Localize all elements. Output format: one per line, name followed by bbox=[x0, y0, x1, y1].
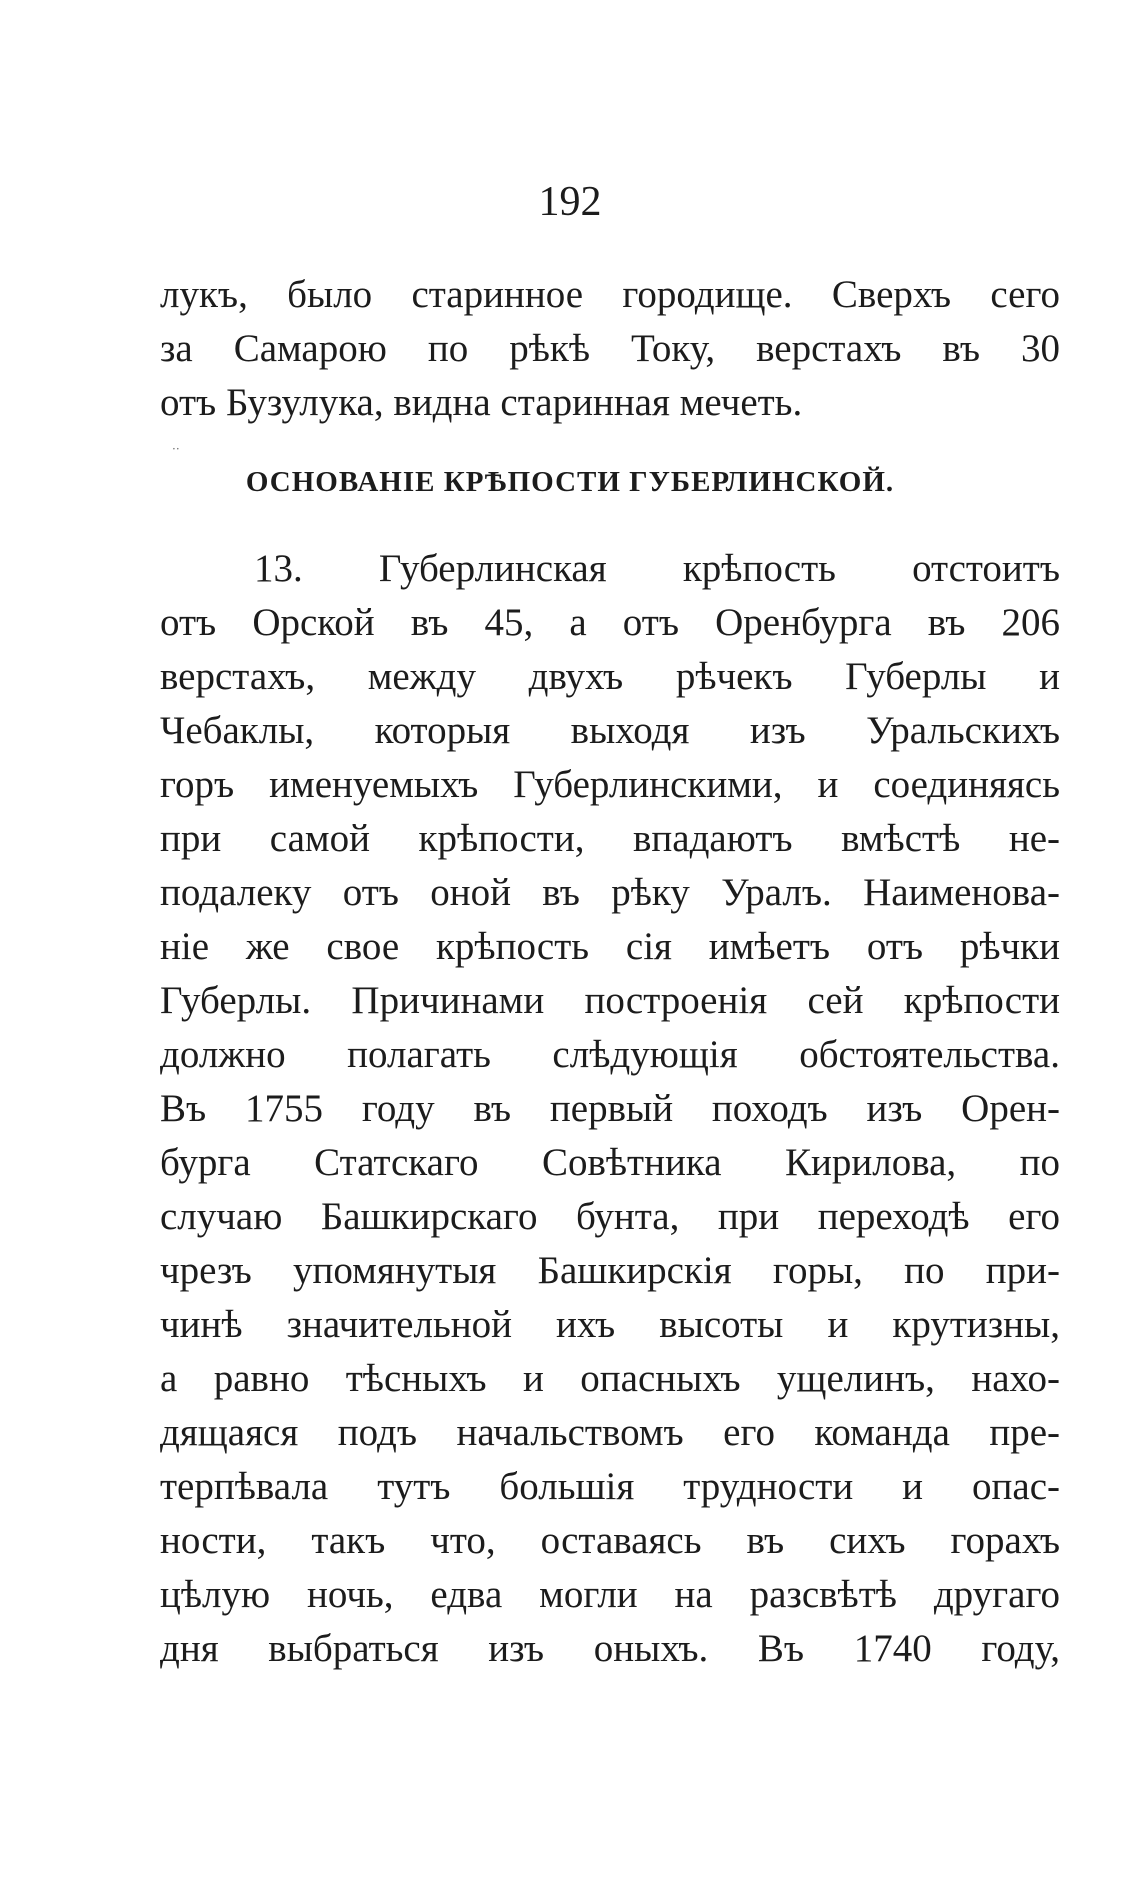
text-line: подалеку отъ оной въ рѣку Уралъ. Наименова- bbox=[160, 871, 1060, 914]
text-line: дящаяся подъ начальствомъ его команда пре- bbox=[160, 1411, 1060, 1454]
stray-mark: ·· bbox=[172, 442, 180, 456]
text-line: а равно тѣсныхъ и опасныхъ ущелинъ, нахо- bbox=[160, 1357, 1060, 1400]
text-line: Губерлы. Причинами построенія сей крѣпости bbox=[160, 979, 1060, 1022]
text-line: чрезъ упомянутыя Башкирскія горы, по при- bbox=[160, 1249, 1060, 1292]
section-heading: ОСНОВАНІЕ КРѢПОСТИ ГУБЕРЛИНСКОЙ. bbox=[245, 466, 895, 498]
text-line: 13. Губерлинская крѣпость отстоитъ bbox=[254, 547, 1060, 590]
text-line: при самой крѣпости, впадаютъ вмѣстѣ не- bbox=[160, 817, 1060, 860]
text-line: случаю Башкирскаго бунта, при переходѣ его bbox=[160, 1195, 1060, 1238]
text-line: бурга Статскаго Совѣтника Кирилова, по bbox=[160, 1141, 1060, 1184]
text-line: горъ именуемыхъ Губерлинскими, и соединяясь bbox=[160, 763, 1060, 806]
page-number: 192 bbox=[538, 179, 602, 225]
main-paragraph bbox=[160, 542, 1060, 1676]
text-line: за Самарою по рѣкѣ Току, верстахъ въ 30 bbox=[160, 327, 1060, 370]
text-line: цѣлую ночь, едва могли на разсвѣтѣ другаго bbox=[160, 1573, 1060, 1616]
text-line: чинѣ значительной ихъ высоты и крутизны, bbox=[160, 1303, 1060, 1346]
text-line: дня выбраться изъ оныхъ. Въ 1740 году, bbox=[160, 1627, 1060, 1670]
text-line: терпѣвала тутъ большія трудности и опас- bbox=[160, 1465, 1060, 1508]
text-line: Въ 1755 году въ первый походъ изъ Орен- bbox=[160, 1087, 1060, 1130]
text-line: отъ Бузулука, видна старинная мечеть. bbox=[160, 381, 803, 424]
text-line: верстахъ, между двухъ рѣчекъ Губерлы и bbox=[160, 655, 1060, 698]
text-line: должно полагать слѣдующія обстоятельства. bbox=[160, 1033, 1060, 1076]
text-line: отъ Орской въ 45, а отъ Оренбурга въ 206 bbox=[160, 601, 1060, 644]
text-line: ніе же свое крѣпость сія имѣетъ отъ рѣчки bbox=[160, 925, 1060, 968]
text-line: Чебаклы, которыя выходя изъ Уральскихъ bbox=[160, 709, 1060, 752]
top-paragraph bbox=[160, 268, 1060, 430]
text-line: лукъ, было старинное городище. Сверхъ сего bbox=[160, 273, 1060, 316]
text-line: ности, такъ что, оставаясь въ сихъ горахъ bbox=[160, 1519, 1060, 1562]
